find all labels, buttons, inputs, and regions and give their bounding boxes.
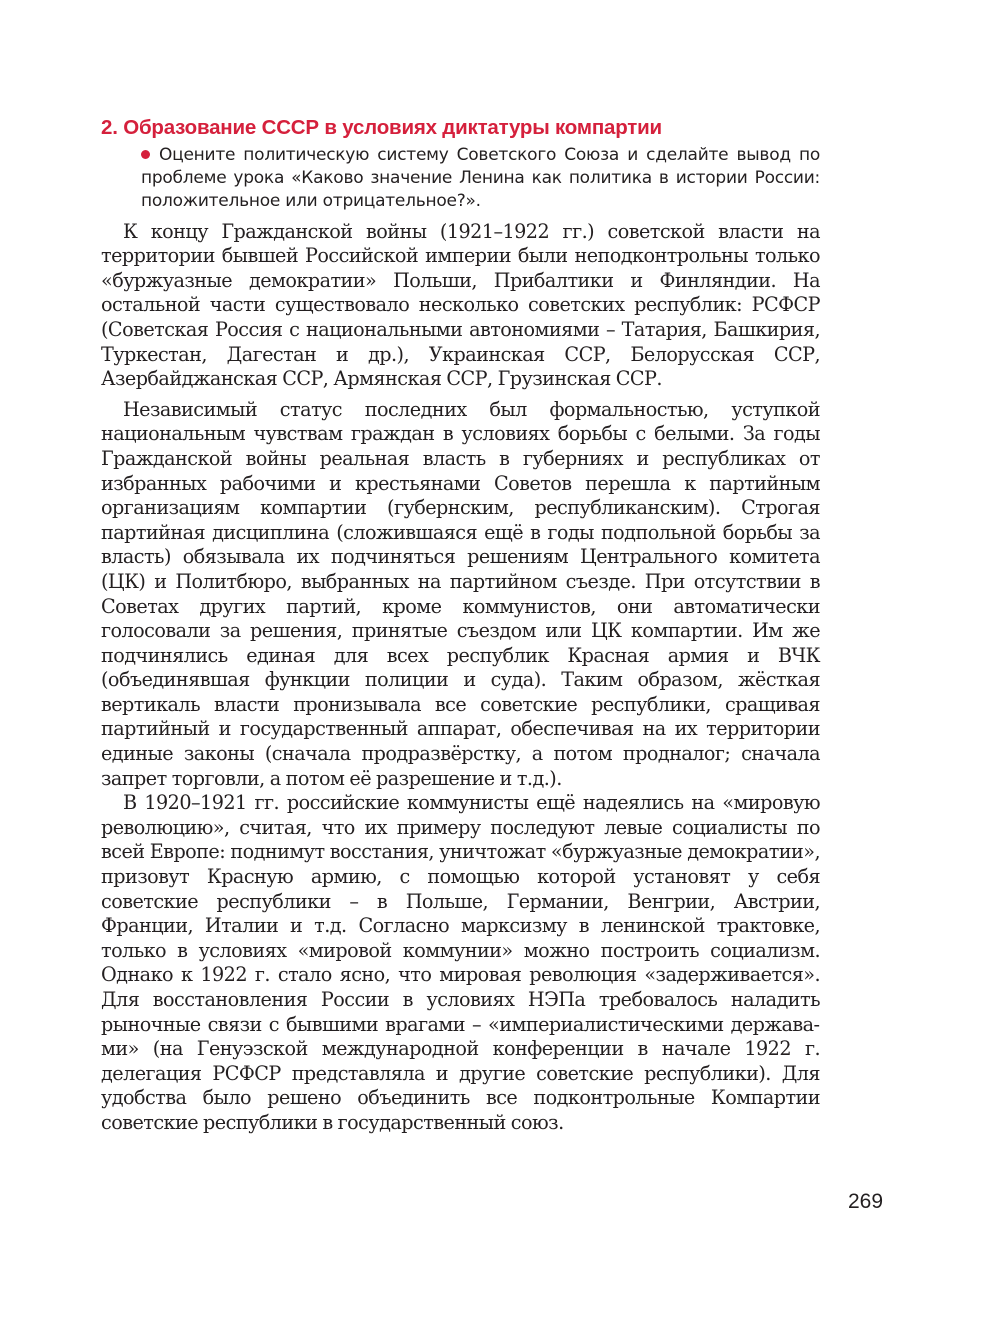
task-text: Оцените политическую систему Советского Союза и сделайте вывод по проблеме урока «Каково значение Ленина как политика в истории России: положительное или отрицательное?». [141, 145, 820, 212]
section-title: 2. Образование СССР в условиях диктатуры компартии [101, 116, 662, 139]
paragraph-2: Независимый статус последних был формальностью, уступкой национальным чувствам граждан в условиях борьбы с белыми. За годы Гражданской войны реальная власть в губерниях и республиках от избранных рабочими и крестьянами Советов перешла к партийным организациям компартии (губернским, республиканским). Строгая партийная дисциплина (сложившаяся ещё в годы подпольной борьбы за власть) обязывала их подчиняться решениям Центрального комитета (ЦК) и Политбюро, выбранных на партийном съезде. При отсутствии в Советах других партий, кроме коммунистов, они автоматически голосовали за решения, принятые съездом или ЦК компартии. Им же подчинялись единая для всех республик Красная армия и ВЧК (объединявшая функции полиции и суда). Таким образом, жёсткая вертикаль власти пронизывала все советские республики, сращивая партийный и государственный аппарат, обеспечивая на их территории единые законы (сначала продразвёрстку, а потом продналог; сначала запрет торговли, а потом её разрешение и т.д.). [101, 397, 820, 790]
task-block [141, 144, 820, 214]
paragraph-3: В 1920–1921 гг. российские коммунисты ещё надеялись на «мировую революцию», считая, что их примеру последуют левые социалисты по всей Европе: поднимут восстания, уничтожат «буржуазные демократии», призовут Красную армию, с помощью которой установят у себя советские республики – в Польше, Германии, Венгрии, Австрии, Франции, Италии и т.д. Согласно марксизму в ленинской трактовке, только в условиях «мировой коммунии» можно построить социализм. Однако к 1922 г. стало ясно, что мировая революция «задерживается». Для восстановления России в условиях НЭПа требовалось наладить рыночные связи с бывшими врагами – «империалистическими державами» (на Генуэзской международной конференции в начале 1922 г. делегация РСФСР представляла и другие советские республики). Для удобства было решено объединить все подконтрольные Компартии советские республики в государственный союз. [101, 791, 820, 1134]
bullet-icon [141, 150, 150, 159]
page-number: 269 [848, 1190, 884, 1213]
page-content [101, 114, 820, 1136]
paragraph-1: К концу Гражданской войны (1921–1922 гг.) советской власти на территории бывшей Российской империи были неподконтрольны только «буржуазные демократии» Польши, Прибалтики и Финляндии. На остальной части существовало несколько советских республик: РСФСР (Советская Россия с национальными автономиями – Татария, Башкирия, Туркестан, Дагестан и др.), Украинская ССР, Белорусская ССР, Азербайджанская ССР, Армянская ССР, Грузинская ССР. [101, 219, 820, 391]
